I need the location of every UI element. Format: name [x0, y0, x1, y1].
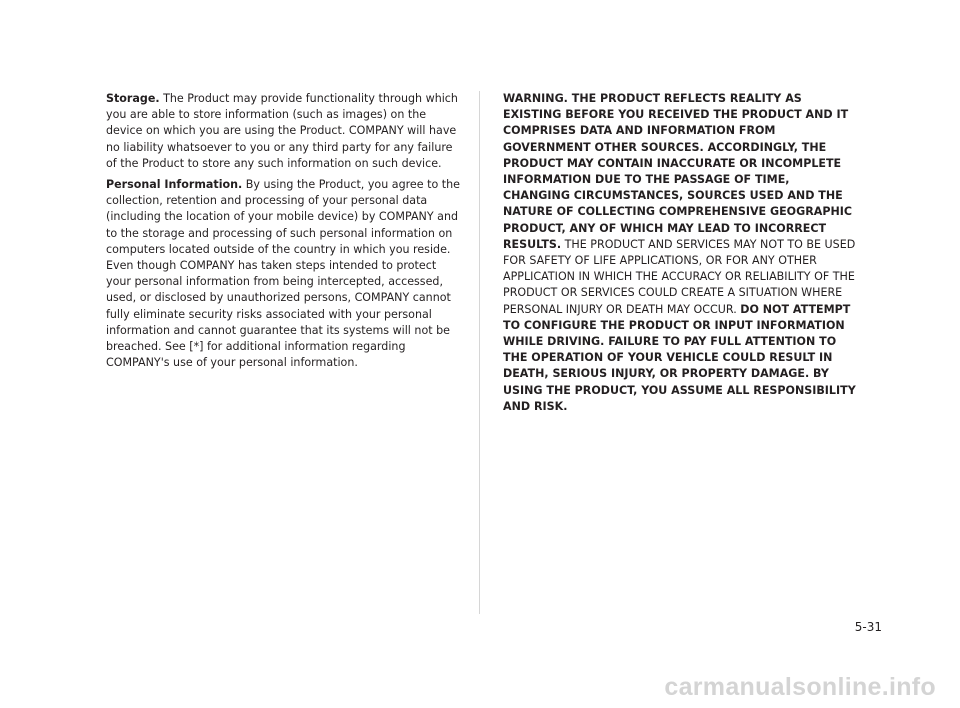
storage-body: The Product may provide functionality through which you are able to store information (such as images) on the device on which you are using the Product. COMPANY will have no liability whatsoever to you or any third party for any failure of the Product to store any such information on such device. — [106, 92, 458, 170]
personal-information-body: By using the Product, you agree to the collection, retention and processing of your personal data (including the location of your mobile device) by COMPANY and to the storage and processing of such personal information on computers located outside of the country in which you reside. Even though COMPANY has taken steps intended to protect your personal information from being intercepted, accessed, used, or disclosed by unauthorized persons, COMPANY cannot fully eliminate security risks associated with your personal information and cannot guarantee that its systems will not be breached. See [*] for additional information regarding COMPANY's use of your personal information. — [106, 178, 460, 370]
personal-information-heading: Personal Information. — [106, 178, 243, 192]
page-number: 5-31 — [854, 620, 882, 634]
warning-bold-text-2: DO NOT ATTEMPT TO CONFIGURE THE PRODUCT OR INPUT INFORMATION WHILE DRIVING. FAILURE TO PAY FULL ATTENTION TO THE OPERATION OF YOUR VEHICLE COULD RESULT IN DEATH, SERIOUS INJURY, OR PROPERTY DAMAGE. BY USING THE PRODUCT, YOU ASSUME ALL RESPONSIBILITY AND RISK. — [503, 302, 856, 413]
watermark-logo: carmanualsonline.info — [664, 673, 936, 701]
warning-regular-text: THE PRODUCT AND SERVICES MAY NOT TO BE USED FOR SAFETY OF LIFE APPLICATIONS, OR FOR ANY OTHER APPLICATION IN WHICH THE ACCURACY OR RELIABILITY OF THE PRODUCT OR SERVICES COULD CREATE A SITUATION WHERE PERSONAL INJURY OR DEATH MAY OCCUR. — [503, 237, 856, 316]
right-column — [503, 91, 859, 415]
warning-bold-text-1: WARNING. THE PRODUCT REFLECTS REALITY AS EXISTING BEFORE YOU RECEIVED THE PRODUCT AND IT COMPRISES DATA AND INFORMATION FROM GOVERNMENT OTHER SOURCES. ACCORDINGLY, THE PRODUCT MAY CONTAIN INACCURATE OR INCOMPLETE INFORMATION DUE TO THE PASSAGE OF TIME, CHANGING CIRCUMSTANCES, SOURCES USED AND THE NATURE OF COLLECTING COMPREHENSIVE GEOGRAPHIC PRODUCT, ANY OF WHICH MAY LEAD TO INCORRECT RESULTS. — [503, 92, 853, 251]
personal-information-paragraph — [106, 177, 462, 371]
storage-heading: Storage. — [106, 92, 160, 105]
storage-paragraph — [106, 91, 462, 172]
warning-paragraph — [503, 91, 859, 415]
left-column — [106, 91, 462, 371]
column-divider — [479, 91, 480, 614]
